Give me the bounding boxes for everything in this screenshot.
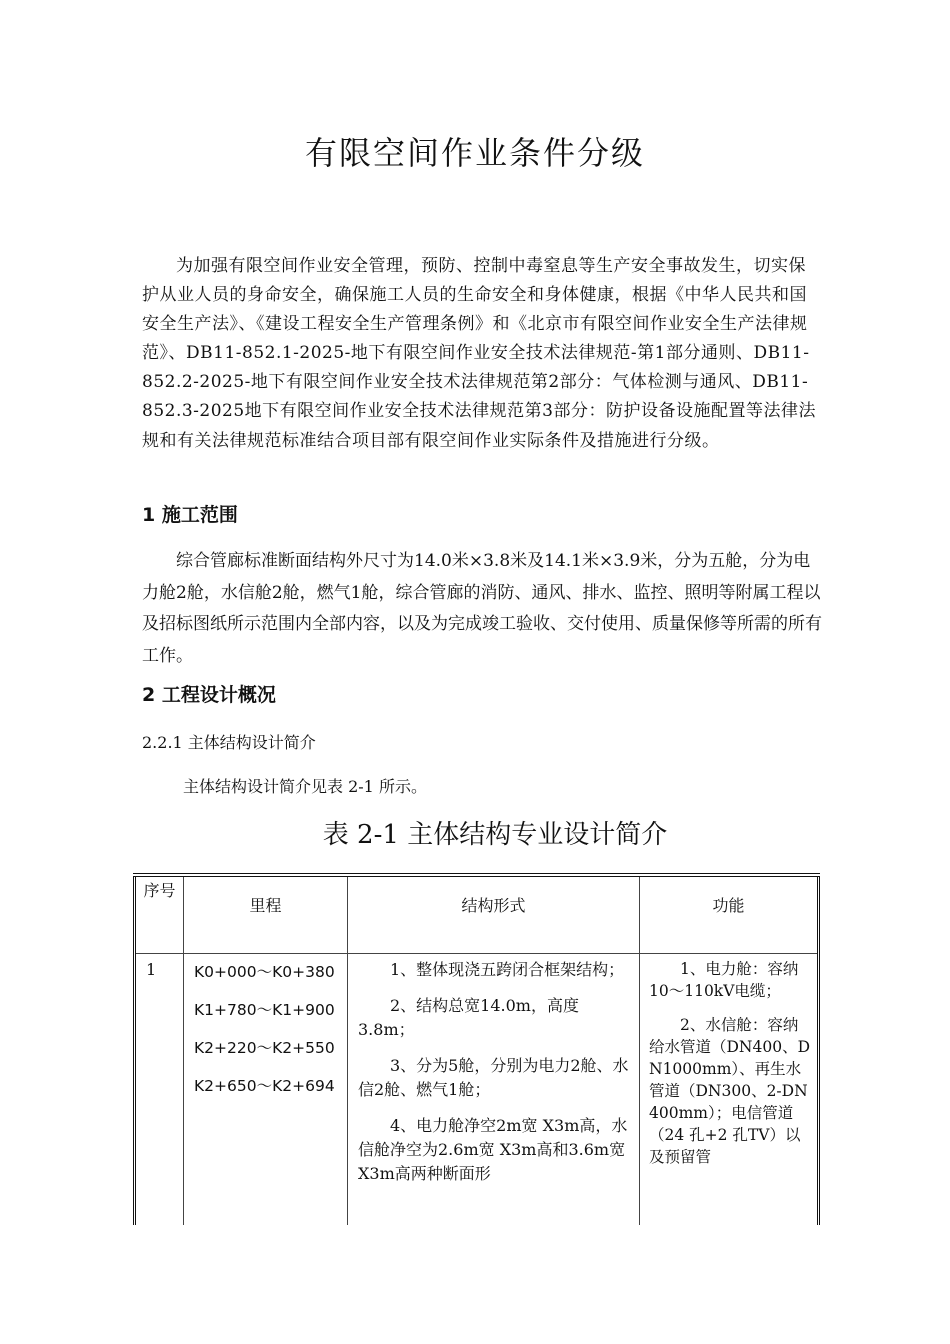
structure-item: 4、电力舱净空2m宽 X3m高，水信舱净空为2.6m宽 X3m高和3.6m宽 X3m高两种断面形	[358, 1116, 628, 1183]
row-function	[640, 954, 819, 1226]
mileage-item: K0+000～K0+380	[194, 963, 335, 981]
header-function: 功能	[640, 875, 819, 954]
intro-paragraph: 为加强有限空间作业安全管理，预防、控制中毒窒息等生产安全事故发生，切实保护从业人员的身命安全，确保施工人员的生命安全和身体健康，根据《中华人民共和国安全生产法》、《建设工程安全生产管理条例》和《北京市有限空间作业安全生产法律规范》、DB11-852.1-2025-地下有限空间作业安全技术法律规范-第1部分通则、DB11-852.2-2025-地下有限空间作业安全技术法律规范第2部分：气体检测与通风、DB11-852.3-2025地下有限空间作业安全技术法律规范第3部分：防护设备设施配置等法律法规和有关法律规范标准结合项目部有限空间作业实际条件及措施进行分级。	[142, 256, 816, 451]
header-structure: 结构形式	[348, 875, 640, 954]
section-1-heading: 1 施工范围	[142, 504, 238, 526]
structure-item: 3、分为5舱，分别为电力2舱、水信2舱、燃气1舱；	[358, 1056, 629, 1099]
structure-spec-table	[133, 873, 820, 1225]
structure-item: 2、结构总宽14.0m，高度3.8m；	[358, 996, 579, 1039]
row-mileage	[184, 954, 348, 1226]
document-title: 有限空间作业条件分级	[304, 134, 645, 172]
table-row	[135, 954, 819, 1226]
structure-item: 1、整体现浇五跨闭合框架结构；	[390, 960, 625, 979]
row-no: 1	[135, 954, 184, 1226]
function-item: 1、电力舱：容纳 10～110kV电缆；	[649, 960, 799, 1000]
subsection-heading: 2.2.1 主体结构设计简介	[142, 733, 316, 752]
mileage-item: K2+650～K2+694	[194, 1077, 335, 1095]
section-2-heading: 2 工程设计概况	[142, 684, 276, 706]
section-1-paragraph: 综合管廊标准断面结构外尺寸为14.0米×3.8米及14.1米×3.9米，分为五舱，分为电力舱2舱，水信舱2舱，燃气1舱，综合管廊的消防、通风、排水、监控、照明等附属工程以及招标图纸所示范围内全部内容，以及为完成竣工验收、交付使用、质量保修等所需的所有工作。	[142, 551, 822, 666]
mileage-item: K2+220～K2+550	[194, 1039, 335, 1057]
mileage-item: K1+780～K1+900	[194, 1001, 335, 1019]
row-structure	[348, 954, 640, 1226]
header-mileage: 里程	[184, 875, 348, 954]
table-header-row	[135, 875, 819, 954]
table-reference-text: 主体结构设计简介见表 2-1 所示。	[183, 777, 427, 796]
table-caption: 表 2-1 主体结构专业设计简介	[322, 820, 668, 850]
header-no: 序号	[135, 875, 184, 954]
function-item: 2、水信舱：容纳给水管道（DN400、DN1000mm）、再生水管道（DN300、2-DN400mm）；电信管道（24 孔+2 孔TV）以及预留管	[649, 1016, 811, 1166]
